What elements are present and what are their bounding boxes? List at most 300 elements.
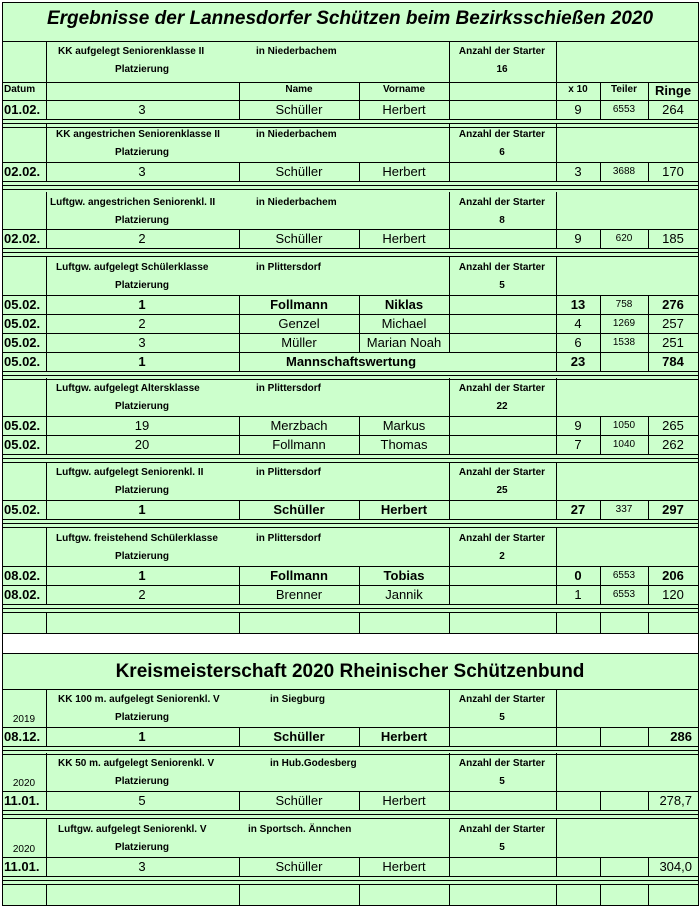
grid-line bbox=[46, 352, 47, 371]
location-label: in Niederbachem bbox=[256, 46, 337, 57]
grid-line bbox=[556, 416, 557, 435]
row-placement: 2 bbox=[138, 231, 146, 246]
header-x10: x 10 bbox=[568, 84, 588, 95]
grid-line bbox=[449, 613, 450, 633]
row-firstname: Thomas bbox=[380, 437, 428, 452]
row-ringe: 206 bbox=[662, 568, 684, 583]
starter-label: Anzahl der Starter bbox=[458, 533, 546, 544]
row-placement: 1 bbox=[138, 502, 146, 517]
grid-line bbox=[600, 352, 601, 371]
row-placement: 3 bbox=[138, 164, 146, 179]
grid-line bbox=[2, 352, 699, 353]
location-label: in Siegburg bbox=[270, 694, 325, 705]
grid-line bbox=[449, 727, 450, 746]
grid-line bbox=[46, 124, 47, 162]
grid-line bbox=[2, 458, 699, 459]
grid-line bbox=[359, 162, 360, 181]
grid-line bbox=[648, 613, 649, 633]
grid-line bbox=[556, 333, 557, 352]
grid-line bbox=[449, 462, 450, 500]
grid-line bbox=[449, 819, 450, 857]
grid-line bbox=[239, 295, 240, 314]
grid-line bbox=[359, 416, 360, 435]
grid-line bbox=[2, 876, 699, 877]
grid-line bbox=[239, 435, 240, 454]
page-title: Ergebnisse der Lannesdorfer Schützen beim Bezirksschießen 2020 bbox=[46, 8, 654, 29]
grid-line bbox=[46, 295, 47, 314]
row-x10: 9 bbox=[574, 418, 582, 433]
grid-line bbox=[556, 257, 557, 295]
grid-line bbox=[239, 585, 240, 604]
grid-line bbox=[600, 333, 601, 352]
grid-line bbox=[449, 885, 450, 905]
grid-line bbox=[600, 791, 601, 810]
row-teiler: 3688 bbox=[612, 166, 636, 177]
grid-line bbox=[449, 500, 450, 519]
discipline-label: Luftgw. freistehend Schülerklasse bbox=[56, 533, 218, 544]
grid-line bbox=[556, 124, 557, 162]
year-label: 2020 bbox=[12, 778, 36, 789]
grid-line bbox=[600, 162, 601, 181]
starter-count: 6 bbox=[499, 147, 505, 158]
grid-line bbox=[600, 500, 601, 519]
row-ringe: 276 bbox=[662, 297, 684, 312]
grid-line bbox=[239, 566, 240, 585]
grid-line bbox=[449, 585, 450, 604]
row-ringe: 304,0 bbox=[659, 859, 692, 874]
grid-line bbox=[359, 727, 360, 746]
grid-line bbox=[359, 613, 360, 633]
grid-line bbox=[2, 653, 699, 654]
row-placement: 1 bbox=[138, 297, 146, 312]
row-date: 05.02. bbox=[4, 502, 41, 517]
row-firstname: Herbert bbox=[382, 793, 426, 808]
grid-line bbox=[239, 857, 240, 876]
year-label: 2020 bbox=[12, 844, 36, 855]
grid-line bbox=[2, 229, 699, 230]
row-date: 05.02. bbox=[4, 437, 41, 452]
starter-label: Anzahl der Starter bbox=[458, 197, 546, 208]
starter-count: 22 bbox=[496, 401, 508, 412]
grid-line bbox=[239, 500, 240, 519]
grid-line bbox=[2, 884, 699, 885]
grid-line bbox=[449, 791, 450, 810]
grid-line bbox=[359, 500, 360, 519]
grid-line bbox=[648, 333, 649, 352]
starter-count: 5 bbox=[499, 280, 505, 291]
row-placement: 3 bbox=[138, 859, 146, 874]
row-firstname: Herbert bbox=[382, 859, 426, 874]
grid-line bbox=[239, 333, 240, 352]
grid-line bbox=[46, 857, 47, 876]
row-name: Schüller bbox=[275, 231, 323, 246]
grid-line bbox=[449, 378, 450, 416]
row-ringe: 297 bbox=[662, 502, 684, 517]
grid-line bbox=[648, 295, 649, 314]
grid-line bbox=[556, 885, 557, 905]
row-ringe: 278,7 bbox=[659, 793, 692, 808]
row-x10: 9 bbox=[574, 102, 582, 117]
row-date: 02.02. bbox=[4, 164, 41, 179]
grid-line bbox=[239, 229, 240, 248]
grid-line bbox=[359, 100, 360, 119]
row-date: 05.02. bbox=[4, 354, 41, 369]
row-date: 05.02. bbox=[4, 316, 41, 331]
grid-line bbox=[239, 613, 240, 633]
row-name: Schüller bbox=[275, 859, 323, 874]
row-date: 08.02. bbox=[4, 587, 41, 602]
grid-line bbox=[648, 857, 649, 876]
grid-line bbox=[2, 814, 699, 815]
starter-count: 5 bbox=[499, 842, 505, 853]
grid-line bbox=[2, 750, 699, 751]
grid-line bbox=[2, 371, 699, 372]
grid-line bbox=[46, 791, 47, 810]
header-datum: Datum bbox=[4, 84, 36, 95]
grid-line bbox=[2, 127, 699, 128]
grid-line bbox=[556, 352, 557, 371]
grid-line bbox=[449, 566, 450, 585]
grid-line bbox=[556, 566, 557, 585]
row-teiler: 758 bbox=[615, 299, 633, 310]
row-name: Genzel bbox=[278, 316, 320, 331]
location-label: in Plittersdorf bbox=[256, 533, 322, 544]
row-placement: 1 bbox=[138, 729, 146, 744]
row-date: 11.01. bbox=[4, 793, 40, 808]
grid-line bbox=[46, 100, 47, 119]
grid-line bbox=[46, 257, 47, 295]
grid-line bbox=[359, 314, 360, 333]
placement-label: Platzierung bbox=[115, 485, 169, 496]
grid-line bbox=[2, 379, 699, 380]
row-x10: 13 bbox=[570, 297, 586, 312]
row-teiler: 1269 bbox=[612, 318, 636, 329]
header-name: Name bbox=[285, 84, 313, 95]
grid-line bbox=[556, 462, 557, 500]
starter-label: Anzahl der Starter bbox=[458, 824, 546, 835]
grid-line bbox=[449, 314, 450, 333]
row-placement: 5 bbox=[138, 793, 146, 808]
starter-label: Anzahl der Starter bbox=[458, 467, 546, 478]
grid-line bbox=[239, 162, 240, 181]
starter-count: 5 bbox=[499, 776, 505, 787]
grid-line bbox=[556, 819, 557, 857]
row-teiler: 6553 bbox=[612, 104, 636, 115]
grid-line bbox=[556, 500, 557, 519]
grid-line bbox=[46, 333, 47, 352]
row-teiler: 1040 bbox=[612, 439, 636, 450]
row-date: 01.02. bbox=[4, 102, 41, 117]
grid-line bbox=[600, 857, 601, 876]
grid-line bbox=[2, 527, 699, 528]
grid-line bbox=[46, 462, 47, 500]
discipline-label: Luftgw. aufgelegt Altersklasse bbox=[56, 383, 200, 394]
grid-line bbox=[46, 885, 47, 905]
grid-line bbox=[556, 613, 557, 633]
grid-line bbox=[556, 727, 557, 746]
row-firstname: Herbert bbox=[380, 502, 428, 517]
row-ringe: 286 bbox=[670, 729, 692, 744]
grid-line bbox=[2, 523, 699, 524]
discipline-label: Luftgw. aufgelegt Seniorenkl. II bbox=[56, 467, 204, 478]
grid-line bbox=[449, 435, 450, 454]
year-label: 2019 bbox=[12, 714, 36, 725]
row-date: 11.01. bbox=[4, 859, 40, 874]
row-x10: 1 bbox=[574, 587, 582, 602]
grid-line bbox=[46, 500, 47, 519]
row-x10: 3 bbox=[574, 164, 582, 179]
grid-line bbox=[2, 746, 699, 747]
row-date: 02.02. bbox=[4, 231, 41, 246]
grid-line bbox=[2, 314, 699, 315]
grid-line bbox=[556, 41, 557, 100]
grid-line bbox=[648, 791, 649, 810]
discipline-label: Luftgw. aufgelegt Seniorenkl. V bbox=[58, 824, 207, 835]
section-gap bbox=[2, 633, 699, 653]
grid-line bbox=[2, 2, 699, 3]
row-ringe: 170 bbox=[662, 164, 684, 179]
placement-label: Platzierung bbox=[115, 776, 169, 787]
grid-line bbox=[2, 454, 699, 455]
row-name: Schüller bbox=[275, 164, 323, 179]
row-placement: 2 bbox=[138, 316, 146, 331]
grid-line bbox=[648, 416, 649, 435]
grid-line bbox=[648, 352, 649, 371]
row-x10: 9 bbox=[574, 231, 582, 246]
grid-line bbox=[449, 41, 450, 100]
grid-line bbox=[449, 124, 450, 162]
grid-line bbox=[600, 566, 601, 585]
grid-line bbox=[449, 192, 450, 229]
grid-line bbox=[359, 229, 360, 248]
row-name: Follmann bbox=[272, 437, 326, 452]
row-placement: 1 bbox=[138, 354, 146, 369]
grid-line bbox=[359, 435, 360, 454]
row-date: 08.02. bbox=[4, 568, 41, 583]
grid-line bbox=[600, 295, 601, 314]
discipline-label: Luftgw. aufgelegt Schülerklasse bbox=[56, 262, 209, 273]
row-x10: 27 bbox=[570, 502, 586, 517]
row-x10: 6 bbox=[574, 335, 582, 350]
row-teiler: 620 bbox=[615, 233, 633, 244]
grid-line bbox=[449, 689, 450, 727]
grid-line bbox=[2, 608, 699, 609]
grid-line bbox=[2, 880, 699, 881]
grid-line bbox=[46, 416, 47, 435]
row-placement: 19 bbox=[134, 418, 150, 433]
grid-line bbox=[239, 727, 240, 746]
grid-line bbox=[239, 885, 240, 905]
discipline-label: KK aufgelegt Seniorenklasse II bbox=[58, 46, 205, 57]
grid-line bbox=[2, 123, 699, 124]
row-placement: 3 bbox=[138, 335, 146, 350]
grid-line bbox=[556, 100, 557, 119]
row-name: Schüller bbox=[275, 793, 323, 808]
starter-label: Anzahl der Starter bbox=[458, 262, 546, 273]
grid-line bbox=[359, 295, 360, 314]
placement-label: Platzierung bbox=[115, 551, 169, 562]
grid-line bbox=[359, 82, 360, 100]
grid-line bbox=[46, 566, 47, 585]
location-label: in Niederbachem bbox=[256, 197, 337, 208]
grid-line bbox=[648, 229, 649, 248]
grid-line bbox=[648, 100, 649, 119]
row-firstname: Markus bbox=[382, 418, 426, 433]
grid-line bbox=[239, 314, 240, 333]
grid-line bbox=[600, 727, 601, 746]
grid-line bbox=[449, 295, 450, 314]
grid-line bbox=[556, 689, 557, 727]
row-ringe: 264 bbox=[662, 102, 684, 117]
row-x10: 23 bbox=[570, 354, 586, 369]
grid-line bbox=[449, 229, 450, 248]
grid-line bbox=[2, 100, 699, 101]
placement-label: Platzierung bbox=[115, 280, 169, 291]
grid-line bbox=[449, 257, 450, 295]
row-x10: 4 bbox=[574, 316, 582, 331]
grid-line bbox=[2, 604, 699, 605]
grid-line bbox=[2, 162, 699, 163]
starter-count: 5 bbox=[499, 712, 505, 723]
row-teiler: 6553 bbox=[612, 570, 636, 581]
grid-line bbox=[46, 162, 47, 181]
grid-line bbox=[46, 753, 47, 791]
grid-line bbox=[2, 689, 699, 690]
grid-line bbox=[239, 791, 240, 810]
grid-line bbox=[2, 119, 699, 120]
grid-line bbox=[600, 585, 601, 604]
location-label: in Plittersdorf bbox=[256, 262, 322, 273]
row-x10: 0 bbox=[574, 568, 582, 583]
grid-line bbox=[449, 416, 450, 435]
row-teiler: 1050 bbox=[612, 420, 636, 431]
header-ringe: Ringe bbox=[654, 83, 692, 98]
grid-line bbox=[556, 314, 557, 333]
grid-line bbox=[556, 378, 557, 416]
row-date: 05.02. bbox=[4, 297, 41, 312]
grid-line bbox=[2, 333, 699, 334]
grid-line bbox=[648, 566, 649, 585]
row-name: Schüller bbox=[273, 729, 325, 744]
grid-line bbox=[2, 256, 699, 257]
placement-label: Platzierung bbox=[115, 401, 169, 412]
grid-line bbox=[2, 857, 699, 858]
row-name: Follmann bbox=[270, 297, 328, 312]
grid-line bbox=[2, 189, 699, 190]
grid-line bbox=[556, 162, 557, 181]
starter-label: Anzahl der Starter bbox=[458, 129, 546, 140]
grid-line bbox=[648, 82, 649, 100]
row-ringe: 265 bbox=[662, 418, 684, 433]
grid-line bbox=[449, 528, 450, 566]
grid-line bbox=[648, 585, 649, 604]
grid-line bbox=[556, 753, 557, 791]
grid-line bbox=[449, 100, 450, 119]
location-label: in Plittersdorf bbox=[256, 383, 322, 394]
grid-line bbox=[449, 857, 450, 876]
row-name: Brenner bbox=[275, 587, 323, 602]
grid-line bbox=[46, 613, 47, 633]
row-firstname: Michael bbox=[381, 316, 427, 331]
grid-line bbox=[648, 885, 649, 905]
grid-line bbox=[2, 435, 699, 436]
row-ringe: 251 bbox=[662, 335, 684, 350]
grid-line bbox=[600, 82, 601, 100]
grid-line bbox=[556, 435, 557, 454]
grid-line bbox=[449, 333, 450, 352]
placement-label: Platzierung bbox=[115, 147, 169, 158]
grid-line bbox=[556, 857, 557, 876]
row-firstname: Herbert bbox=[380, 729, 428, 744]
grid-line bbox=[600, 314, 601, 333]
team-label: Mannschaftswertung bbox=[285, 354, 417, 369]
grid-line bbox=[2, 612, 699, 613]
row-date: 05.02. bbox=[4, 418, 41, 433]
row-x10: 7 bbox=[574, 437, 582, 452]
grid-line bbox=[600, 613, 601, 633]
grid-line bbox=[556, 229, 557, 248]
grid-line bbox=[46, 528, 47, 566]
row-placement: 1 bbox=[138, 568, 146, 583]
grid-line bbox=[648, 314, 649, 333]
grid-line bbox=[2, 519, 699, 520]
grid-line bbox=[648, 500, 649, 519]
grid-line bbox=[2, 810, 699, 811]
grid-line bbox=[46, 314, 47, 333]
grid-line bbox=[46, 229, 47, 248]
grid-line bbox=[2, 818, 699, 819]
grid-line bbox=[46, 727, 47, 746]
grid-line bbox=[2, 566, 699, 567]
grid-line bbox=[359, 857, 360, 876]
grid-line bbox=[648, 435, 649, 454]
row-placement: 20 bbox=[134, 437, 150, 452]
grid-line bbox=[2, 905, 699, 906]
row-name: Müller bbox=[281, 335, 317, 350]
starter-count: 2 bbox=[499, 551, 505, 562]
grid-line bbox=[600, 416, 601, 435]
grid-line bbox=[46, 585, 47, 604]
placement-label: Platzierung bbox=[115, 842, 169, 853]
grid-line bbox=[556, 295, 557, 314]
grid-line bbox=[2, 462, 699, 463]
grid-line bbox=[2, 41, 699, 42]
grid-line bbox=[359, 585, 360, 604]
grid-line bbox=[46, 378, 47, 416]
grid-line bbox=[2, 585, 699, 586]
grid-line bbox=[359, 885, 360, 905]
row-ringe: 257 bbox=[662, 316, 684, 331]
row-name: Schüller bbox=[275, 102, 323, 117]
grid-line bbox=[2, 727, 699, 728]
grid-line bbox=[648, 162, 649, 181]
grid-line bbox=[449, 753, 450, 791]
starter-label: Anzahl der Starter bbox=[458, 383, 546, 394]
grid-line bbox=[600, 100, 601, 119]
placement-label: Platzierung bbox=[115, 712, 169, 723]
grid-line bbox=[359, 333, 360, 352]
header-teiler: Teiler bbox=[611, 84, 637, 95]
row-firstname: Jannik bbox=[385, 587, 423, 602]
placement-label: Platzierung bbox=[115, 64, 169, 75]
grid-line bbox=[556, 528, 557, 566]
grid-line bbox=[2, 754, 699, 755]
section-title: Kreismeisterschaft 2020 Rheinischer Schützenbund bbox=[115, 661, 585, 682]
row-firstname: Niklas bbox=[384, 297, 424, 312]
row-name: Follmann bbox=[270, 568, 328, 583]
starter-count: 16 bbox=[496, 64, 508, 75]
grid-line bbox=[2, 633, 699, 634]
